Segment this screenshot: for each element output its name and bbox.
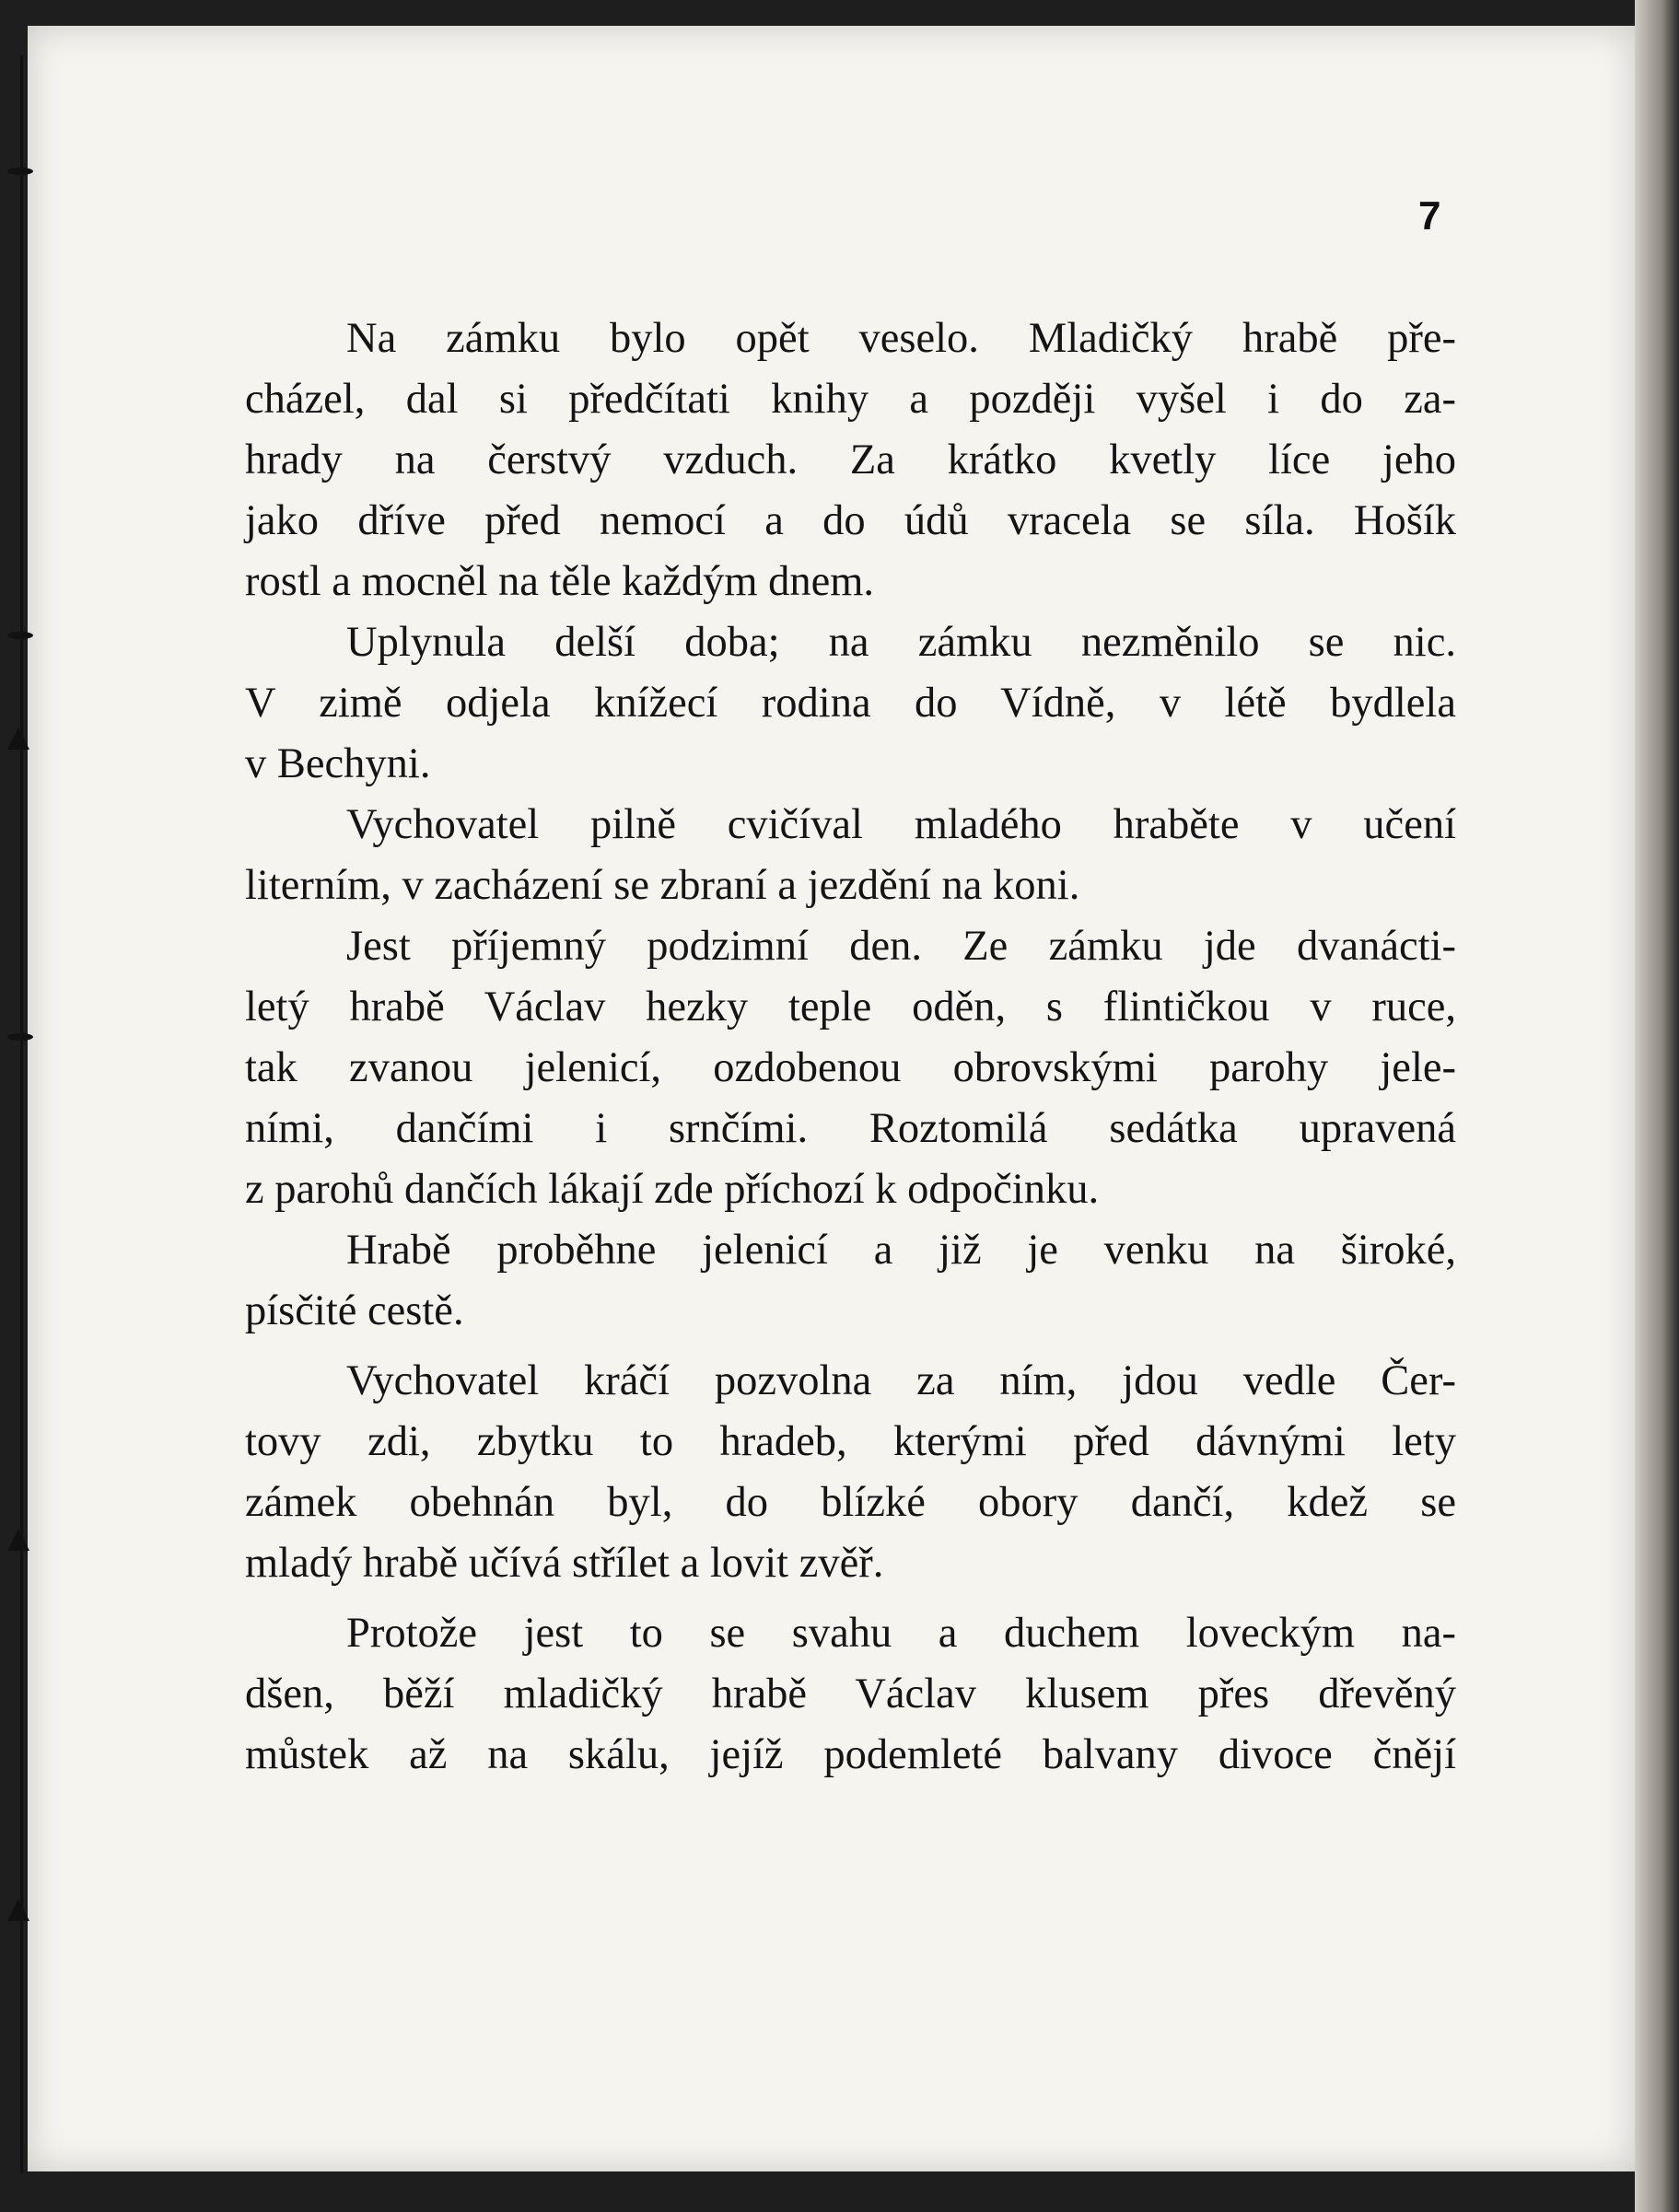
text-line: písčité cestě.: [245, 1287, 464, 1334]
text-line: tovy zdi, zbytku to hradeb, kterými před dávnými lety: [245, 1418, 1456, 1465]
paragraph-gap: [245, 1594, 1456, 1603]
text-line: Uplynula delší doba; na zámku nezměnilo se nic.: [346, 619, 1456, 666]
text-line: ními, dančími i srnčími. Roztomilá sedátka upravená: [245, 1105, 1456, 1152]
text-line: tak zvanou jelenicí, ozdobenou obrovskými parohy jele-: [245, 1044, 1456, 1091]
binding-mark: [7, 1529, 29, 1551]
text-line: literním, v zacházení se zbraní a jezdění na koni.: [245, 862, 1080, 909]
text-line: zámek obehnán byl, do blízké obory dančí, kdež se: [245, 1479, 1456, 1526]
binding-mark: [7, 1033, 33, 1041]
text-line: letý hrabě Václav hezky teple oděn, s flintičkou v ruce,: [245, 984, 1456, 1030]
page-edge-shadow: [1635, 0, 1679, 2212]
text-line: rostl a mocněl na těle každým dnem.: [245, 558, 875, 605]
binding-mark: [7, 1899, 29, 1921]
text-line: dšen, běží mladičký hrabě Václav klusem přes dřevěný: [245, 1671, 1456, 1717]
text-line: Na zámku bylo opět veselo. Mladičký hrabě pře-: [346, 315, 1456, 362]
text-line: Vychovatel kráčí pozvolna za ním, jdou vedle Čer-: [346, 1357, 1456, 1404]
text-line: v Bechyni.: [245, 740, 431, 787]
text-line: cházel, dal si předčítati knihy a později vyšel i do za-: [245, 376, 1456, 423]
text-line: můstek až na skálu, jejíž podemleté balvany divoce čnějí: [245, 1731, 1456, 1778]
body-text: [245, 309, 1456, 1786]
text-line: Jest příjemný podzimní den. Ze zámku jde dvanácti-: [346, 923, 1456, 970]
paragraph-gap: [245, 1342, 1456, 1351]
text-line: V zimě odjela knížecí rodina do Vídně, v létě bydlela: [245, 680, 1456, 727]
binding-mark: [7, 728, 29, 750]
text-line: jako dříve před nemocí a do údů vracela se síla. Hošík: [245, 497, 1456, 544]
text-line: mladý hrabě učívá střílet a lovit zvěř.: [245, 1540, 884, 1587]
page-number: 7: [1418, 193, 1441, 239]
binding-mark: [7, 168, 33, 175]
binding-mark: [7, 632, 33, 639]
text-line: Hrabě proběhne jelenicí a již je venku na široké,: [346, 1227, 1456, 1274]
binding-rule: [20, 55, 23, 2173]
text-line: Vychovatel pilně cvičíval mladého hraběte v učení: [346, 801, 1456, 848]
text-line: Protože jest to se svahu a duchem loveckým na-: [346, 1610, 1456, 1657]
text-line: z parohů dančích lákají zde příchozí k odpočinku.: [245, 1166, 1100, 1213]
text-line: hrady na čerstvý vzduch. Za krátko kvetly líce jeho: [245, 437, 1456, 483]
